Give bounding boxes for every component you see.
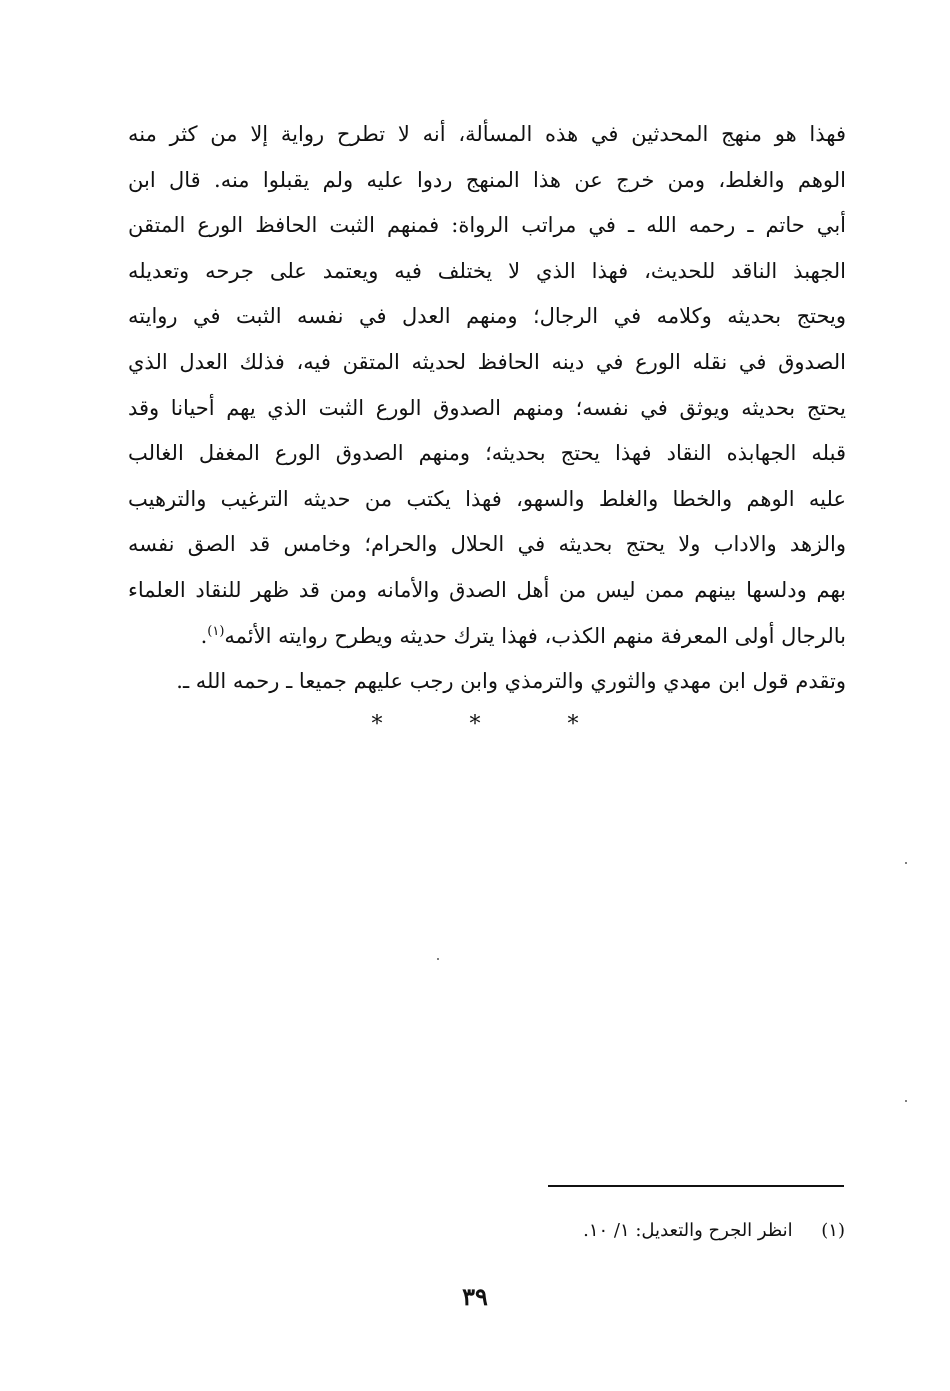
text-line-12-body: بالرجال أولى المعرفة منهم الكذب، فهذا يترك حديثه ويطرح روايته الأئمه	[224, 623, 846, 648]
footnote-reference: (١)	[207, 623, 225, 639]
text-line-4: الجهبذ الناقد للحديث، فهذا الذي لا يختلف فيه ويعتمد على جرحه وتعديله	[128, 258, 846, 283]
footnote-divider	[548, 1185, 844, 1187]
text-line-2: الوهم والغلط، ومن خرج عن هذا المنهج ردوا عليه ولم يقبلوا منه. قال ابن	[128, 167, 846, 192]
section-separator: * * *	[371, 712, 619, 737]
text-line-12	[128, 614, 846, 660]
text-line-13: وتقدم قول ابن مهدي والثوري والترمذي وابن رجب عليهم جميعا ـ رحمه الله ـ.	[176, 669, 846, 694]
scan-speck	[437, 958, 439, 960]
text-line-10: والزهد والاداب ولا يحتج بحديثه في الحلال والحرام؛ وخامس قد الصق نفسه	[128, 532, 846, 557]
main-paragraph	[128, 112, 846, 705]
footnote-number: (١)	[821, 1220, 845, 1241]
text-line-11: بهم ودلسها بينهم ممن ليس من أهل الصدق والأمانه ومن قد ظهر للنقاد العلماء	[128, 577, 846, 602]
footnote-text: انظر الجرح والتعديل: ١/ ١٠.	[583, 1220, 793, 1241]
text-line-7: يحتج بحديثه ويوثق في نفسه؛ ومنهم الصدوق الورع الثبت الذي يهم أحيانا وقد	[128, 395, 846, 420]
text-line-5: ويحتج بحديثه وكلامه في الرجال؛ ومنهم العدل في نفسه الثبت في روايته	[128, 304, 846, 329]
text-line-12-end: .	[200, 623, 208, 648]
scan-speck	[905, 862, 907, 864]
scan-speck	[905, 1100, 907, 1102]
text-line-3: أبي حاتم ـ رحمه الله ـ في مراتب الرواة: فمنهم الثبت الحافظ الورع المتقن	[128, 213, 846, 238]
text-line-9: عليه الوهم والخطا والغلط والسهو، فهذا يكتب من حديثه الترغيب والترهيب	[128, 486, 846, 511]
footnote	[583, 1220, 845, 1241]
text-line-8: قبله الجهابذه النقاد فهذا يحتج بحديثه؛ ومنهم الصدوق الورع المغفل الغالب	[128, 441, 846, 466]
text-line-1: فهذا هو منهج المحدثين في هذه المسألة، أنه لا تطرح رواية إلا من كثر منه	[128, 122, 846, 146]
text-line-6: الصدوق في نقله الورع في دينه الحافظ لحديثه المتقن فيه، فذلك العدل الذي	[128, 349, 846, 374]
page-number: ٣٩	[462, 1282, 488, 1311]
